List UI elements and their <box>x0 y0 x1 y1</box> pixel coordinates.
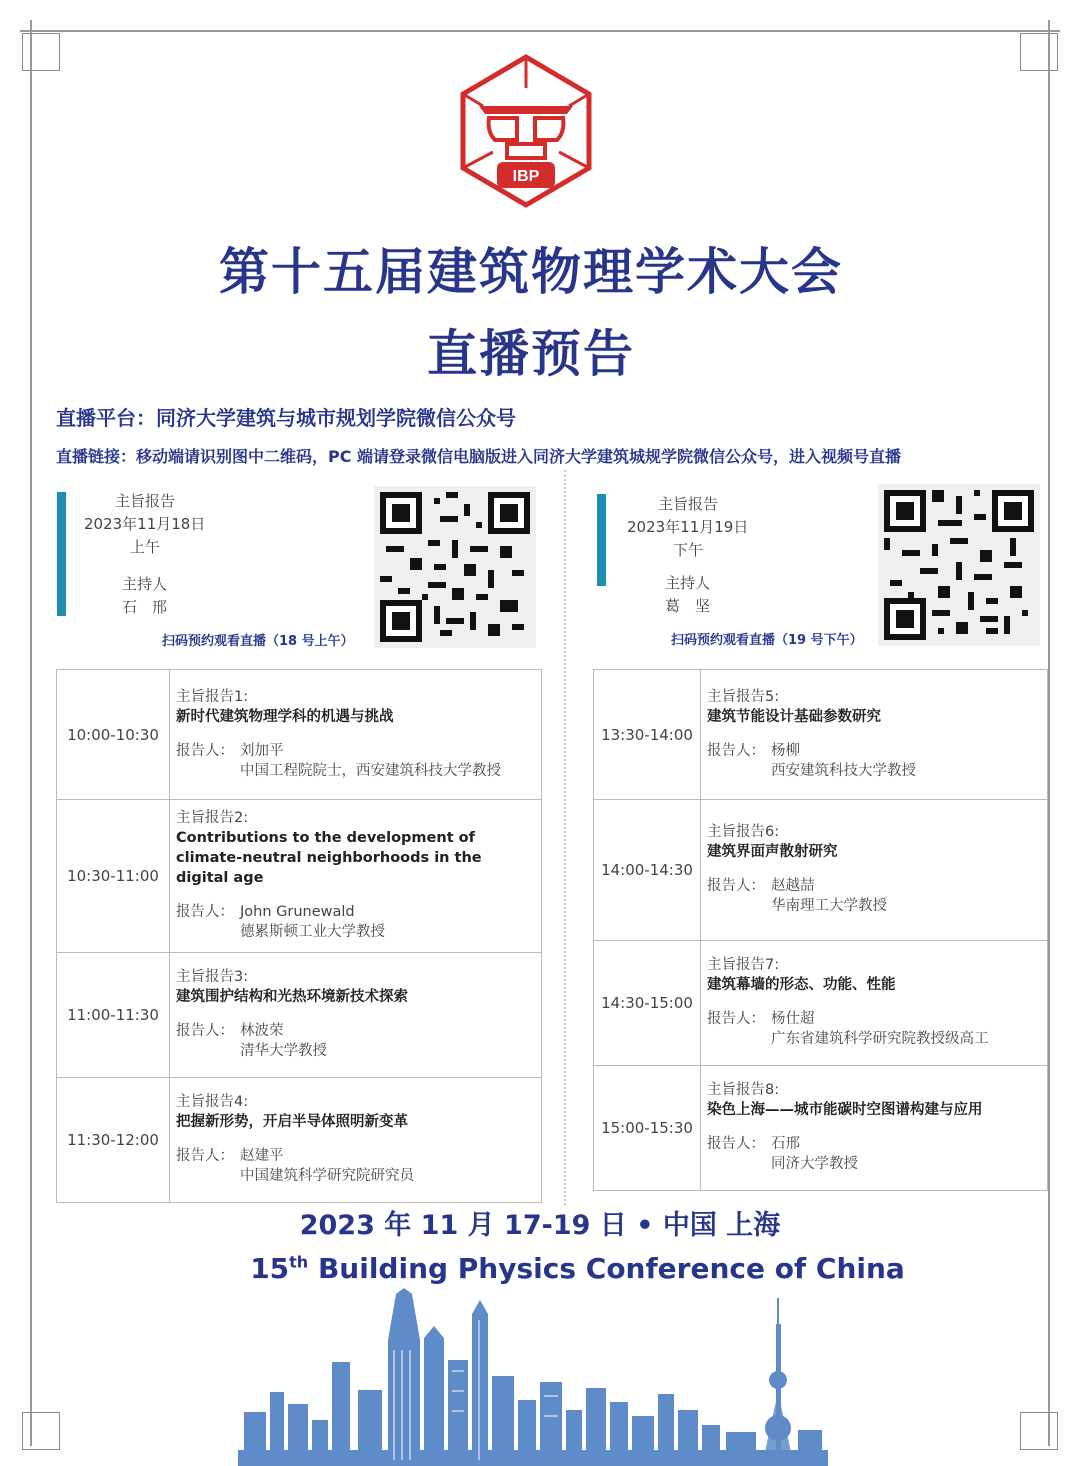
speaker-label: 报告人： <box>707 1136 765 1152</box>
detail-cell <box>170 1078 542 1203</box>
right-accent-bar <box>597 494 606 586</box>
speaker-label: 报告人： <box>176 1148 234 1164</box>
time-cell: 15:00-15:30 <box>594 1066 701 1191</box>
speaker-name: 石邢 <box>771 1136 800 1152</box>
detail-cell <box>701 941 1048 1066</box>
report-label: 主旨报告5: <box>707 688 780 705</box>
report-label: 主旨报告7: <box>707 957 780 973</box>
time-cell: 10:30-11:00 <box>57 800 170 953</box>
table-row <box>57 1078 542 1203</box>
speaker-label: 报告人： <box>707 878 765 894</box>
right-scan-text: 扫码预约观看直播（19 号下午） <box>671 633 863 648</box>
speaker-label: 报告人： <box>176 1023 234 1039</box>
speaker-affiliation: 中国建筑科学研究院研究员 <box>240 1168 414 1184</box>
right-qr-code[interactable] <box>878 484 1040 646</box>
time-cell: 14:00-14:30 <box>594 800 701 941</box>
report-label: 主旨报告2: <box>176 810 249 826</box>
report-title: 建筑节能设计基础参数研究 <box>707 708 881 725</box>
corner-mark-bottom-right <box>1020 1412 1058 1450</box>
detail-cell <box>701 670 1048 800</box>
shanghai-skyline-illustration <box>238 1280 828 1466</box>
conference-date-location: 2023 年 11 月 17-19 日 • 中国 上海 <box>299 1210 781 1241</box>
report-label: 主旨报告1: <box>176 688 249 705</box>
speaker-row <box>176 1146 533 1186</box>
time-cell: 10:00-10:30 <box>57 670 170 800</box>
corner-mark-top-left <box>22 33 60 71</box>
right-host-label: 主持人 <box>665 574 711 592</box>
time-cell: 13:30-14:00 <box>594 670 701 800</box>
table-row <box>57 953 542 1078</box>
speaker-name: 林波荣 <box>240 1023 284 1039</box>
speaker-name: 杨仕超 <box>771 1011 815 1027</box>
detail-cell <box>170 670 542 800</box>
report-title: 把握新形势，开启半导体照明新变革 <box>176 1114 408 1130</box>
report-title: 建筑界面声散射研究 <box>707 844 838 860</box>
corner-mark-top-right <box>1020 33 1058 71</box>
table-row <box>594 800 1048 941</box>
report-label: 主旨报告6: <box>707 824 780 840</box>
speaker-affiliation: 德累斯顿工业大学教授 <box>240 924 385 940</box>
time-cell: 11:30-12:00 <box>57 1078 170 1203</box>
report-title: 建筑围护结构和光热环境新技术探索 <box>176 989 408 1005</box>
speaker-row <box>176 1021 533 1061</box>
ordinal-suffix: th <box>289 1252 309 1272</box>
detail-cell <box>701 800 1048 941</box>
left-scan-text: 扫码预约观看直播（18 号上午） <box>162 634 354 649</box>
table-row <box>594 941 1048 1066</box>
left-accent-bar <box>57 492 66 616</box>
speaker-row <box>707 1009 1039 1049</box>
live-platform-text: 直播平台：同济大学建筑与城市规划学院微信公众号 <box>56 406 516 430</box>
report-title: 建筑幕墙的形态、功能、性能 <box>707 977 896 993</box>
english-title-rest: Building Physics Conference of China <box>308 1252 905 1285</box>
left-session-info <box>84 490 234 619</box>
speaker-row <box>176 902 533 942</box>
speaker-label: 报告人： <box>176 742 234 759</box>
right-schedule-table <box>593 669 1048 1191</box>
speaker-row <box>707 741 1039 781</box>
table-row <box>57 670 542 800</box>
column-divider <box>564 470 566 1205</box>
detail-cell <box>170 953 542 1078</box>
left-schedule-table <box>56 669 542 1203</box>
table-row <box>594 670 1048 800</box>
report-title: Contributions to the development of climate-neutral neighborhoods in the digital age <box>176 830 482 886</box>
left-host-name: 石 邢 <box>122 598 168 616</box>
time-cell: 11:00-11:30 <box>57 953 170 1078</box>
right-host-name: 葛 坚 <box>665 597 711 615</box>
speaker-row <box>707 876 1039 916</box>
left-host-label: 主持人 <box>122 575 168 593</box>
speaker-name: 赵建平 <box>240 1148 284 1164</box>
speaker-affiliation: 华南理工大学教授 <box>771 898 887 914</box>
right-session-info <box>627 493 777 618</box>
speaker-affiliation: 西安建筑科技大学教授 <box>771 762 916 779</box>
report-label: 主旨报告3: <box>176 969 249 985</box>
main-title: 第十五届建筑物理学术大会 <box>219 243 843 301</box>
qr-code-icon <box>884 490 1034 640</box>
ordinal-number: 15 <box>250 1252 290 1285</box>
table-row <box>57 800 542 953</box>
sub-title: 直播预告 <box>427 325 635 383</box>
speaker-row <box>707 1134 1039 1174</box>
ibp-logo <box>459 54 593 208</box>
speaker-row <box>176 741 533 781</box>
speaker-affiliation: 广东省建筑科学研究院教授级高工 <box>771 1031 989 1047</box>
speaker-affiliation: 同济大学教授 <box>771 1156 858 1172</box>
live-link-text: 直播链接：移动端请识别图中二维码，PC 端请登录微信电脑版进入同济大学建筑城规学院微信公众号，进入视频号直播 <box>56 447 902 466</box>
speaker-label: 报告人： <box>707 742 765 759</box>
speaker-label: 报告人： <box>707 1011 765 1027</box>
time-cell: 14:30-15:00 <box>594 941 701 1066</box>
logo-text: IBP <box>512 168 540 185</box>
speaker-affiliation: 清华大学教授 <box>240 1043 327 1059</box>
left-session-date: 2023年11月18日 <box>84 515 206 533</box>
report-title: 新时代建筑物理学科的机遇与挑战 <box>176 708 394 725</box>
report-label: 主旨报告8: <box>707 1082 780 1098</box>
right-session-period: 下午 <box>673 541 704 559</box>
speaker-label: 报告人： <box>176 904 234 920</box>
speaker-affiliation: 中国工程院院士，西安建筑科技大学教授 <box>240 762 501 779</box>
right-session-type: 主旨报告 <box>658 495 719 513</box>
left-session-type: 主旨报告 <box>115 492 176 510</box>
detail-cell <box>701 1066 1048 1191</box>
speaker-name: 刘加平 <box>240 742 284 759</box>
left-session-period: 上午 <box>130 538 161 556</box>
corner-mark-bottom-left <box>22 1412 60 1450</box>
report-title: 染色上海——城市能碳时空图谱构建与应用 <box>707 1102 983 1118</box>
detail-cell <box>170 800 542 953</box>
frame-top-line <box>20 30 1060 32</box>
qr-code-icon <box>380 492 530 642</box>
speaker-name: 杨柳 <box>771 742 800 759</box>
report-label: 主旨报告4: <box>176 1094 249 1110</box>
table-row <box>594 1066 1048 1191</box>
speaker-name: John Grunewald <box>240 904 355 920</box>
speaker-name: 赵越喆 <box>771 878 815 894</box>
right-session-date: 2023年11月19日 <box>627 518 749 536</box>
left-qr-code[interactable] <box>374 486 536 648</box>
